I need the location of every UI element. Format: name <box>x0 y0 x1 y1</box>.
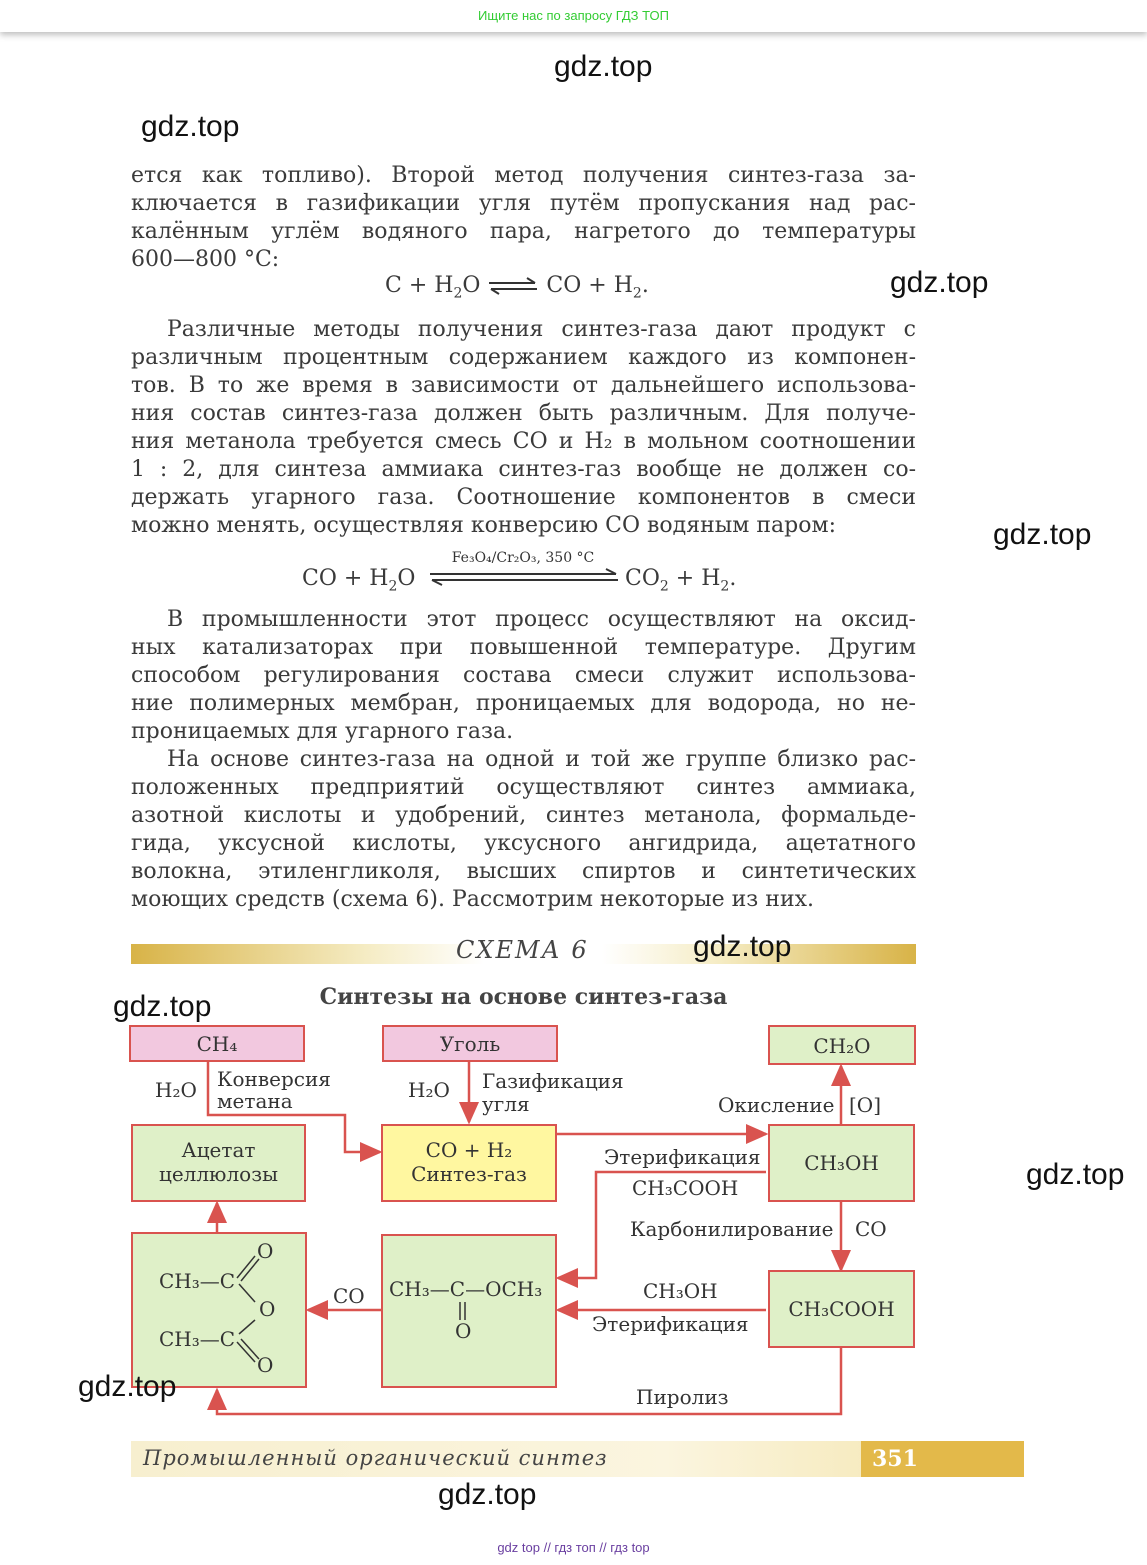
label-acetic-reagent: CH₃COOH <box>632 1176 739 1200</box>
text-line: 1 : 2, для синтеза аммиака синтез-газ вообще не должен со- <box>131 457 916 482</box>
text-line: В промышленности этот процесс осуществляют на оксид- <box>167 607 916 632</box>
top-banner-text[interactable]: Ищите нас по запросу ГДЗ ТОП <box>478 8 669 23</box>
label-gasification: Газификация <box>482 1069 624 1093</box>
text-line: На основе синтез-газа на одной и той же группе близко рас- <box>167 747 916 772</box>
watermark: gdz.top <box>78 1370 177 1403</box>
label-esterification-2: Этерификация <box>592 1312 749 1336</box>
label-conversion-2: метана <box>217 1089 293 1113</box>
text-line: способом регулирования состава смеси служит использова- <box>131 663 916 688</box>
box-syngas: CO + H₂ Синтез-газ <box>381 1124 557 1202</box>
footer-section-title: Промышленный органический синтез <box>143 1446 608 1470</box>
catalyst-label: Fe₃O₄/Cr₂O₃, 350 °C <box>451 550 595 566</box>
schema-title: СХЕМА 6 <box>456 936 589 964</box>
watermark: gdz.top <box>438 1478 537 1511</box>
box-acetic-anhydride: CH₃—C CH₃—C O O O <box>131 1232 307 1388</box>
text-line: 600—800 °С: <box>131 247 280 272</box>
equation-conversion: CO + $H_2O$ <box>302 566 416 595</box>
text-line: тов. В то же время в зависимости от дальнейшего использова- <box>131 373 916 398</box>
watermark: gdz.top <box>141 110 240 143</box>
equation-conversion-products: $CO_2 + H_2$. <box>625 566 737 595</box>
text-line: держать угарного газа. Соотношение компонентов в смеси <box>131 485 916 510</box>
schema-subtitle: Синтезы на основе синтез-газа <box>319 984 728 1010</box>
text-line: калённым углём водяного пара, нагретого до температуры <box>131 219 916 244</box>
text-line: различным процентным содержанием каждого из компонен- <box>131 345 916 370</box>
label-carbon-monoxide: CO <box>855 1217 887 1241</box>
watermark: gdz.top <box>993 518 1092 551</box>
label-carbon-monoxide: CO <box>333 1284 365 1308</box>
text-line: Различные методы получения синтез-газа дают продукт с <box>167 317 916 342</box>
label-water: H₂O <box>155 1078 197 1102</box>
watermark: gdz.top <box>554 50 653 83</box>
bottom-links[interactable]: gdz top // гдз топ // гдз top <box>497 1540 650 1555</box>
text-line: положенных предприятий осуществляют синтез аммиака, <box>131 775 916 800</box>
label-pyrolysis: Пиролиз <box>636 1385 729 1409</box>
box-methyl-acetate: CH₃—C—OCH₃ O <box>381 1234 557 1388</box>
label-carbonylation: Карбонилирование <box>630 1217 834 1241</box>
label-oxidant: [O] <box>849 1093 882 1117</box>
text-line: ных катализаторах при повышенной температуре. Другим <box>131 635 916 660</box>
label-gasification-2: угля <box>482 1092 530 1116</box>
text-line: ние полимерных мембран, проницаемых для водорода, но не- <box>131 691 916 716</box>
anhydride-bonds <box>133 1234 305 1386</box>
text-line: азотной кислоты и удобрений, синтез метанола, формальде- <box>131 803 916 828</box>
watermark: gdz.top <box>113 990 212 1023</box>
text-line: ния метанола требуется смесь CO и H₂ в мольном соотношении <box>131 429 916 454</box>
text-line: ется как топливо). Второй метод получения синтез-газа за- <box>131 163 916 188</box>
watermark: gdz.top <box>693 930 792 963</box>
text-line: можно менять, осуществляя конверсию CO водяным паром: <box>131 513 836 538</box>
watermark: gdz.top <box>890 266 989 299</box>
label-water: H₂O <box>408 1078 450 1102</box>
box-cellulose-acetate: Ацетат целлюлозы <box>131 1124 306 1202</box>
text-line: гида, уксусной кислоты, уксусного ангидрида, ацетатного <box>131 831 916 856</box>
box-methanol: CH₃OH <box>768 1124 915 1202</box>
page-number: 351 <box>872 1446 918 1472</box>
box-formaldehyde: CH₂O <box>768 1025 916 1065</box>
text-line: ния состав синтез-газа должен быть различным. Для получе- <box>131 401 916 426</box>
text-line: ключается в газификации угля путём пропускания над рас- <box>131 191 916 216</box>
label-methanol-reagent: CH₃OH <box>643 1279 718 1303</box>
label-oxidation: Окисление <box>718 1093 835 1117</box>
watermark: gdz.top <box>1026 1158 1125 1191</box>
text-line: проницаемых для угарного газа. <box>131 719 514 744</box>
label-esterification: Этерификация <box>604 1145 761 1169</box>
box-acetic-acid: CH₃COOH <box>768 1270 915 1348</box>
text-line: волокна, этиленгликоля, высших спиртов и синтетических <box>131 859 916 884</box>
box-methane: CH₄ <box>129 1025 305 1062</box>
ester-carbonyl-bond <box>383 1236 555 1386</box>
box-coal: Уголь <box>382 1025 558 1062</box>
label-conversion: Конверсия <box>217 1067 331 1091</box>
text-line: моющих средств (схема 6). Рассмотрим некоторые из них. <box>131 887 815 912</box>
equation-gasification: $C + H_2O$ CO + $H_2$. <box>385 273 649 302</box>
